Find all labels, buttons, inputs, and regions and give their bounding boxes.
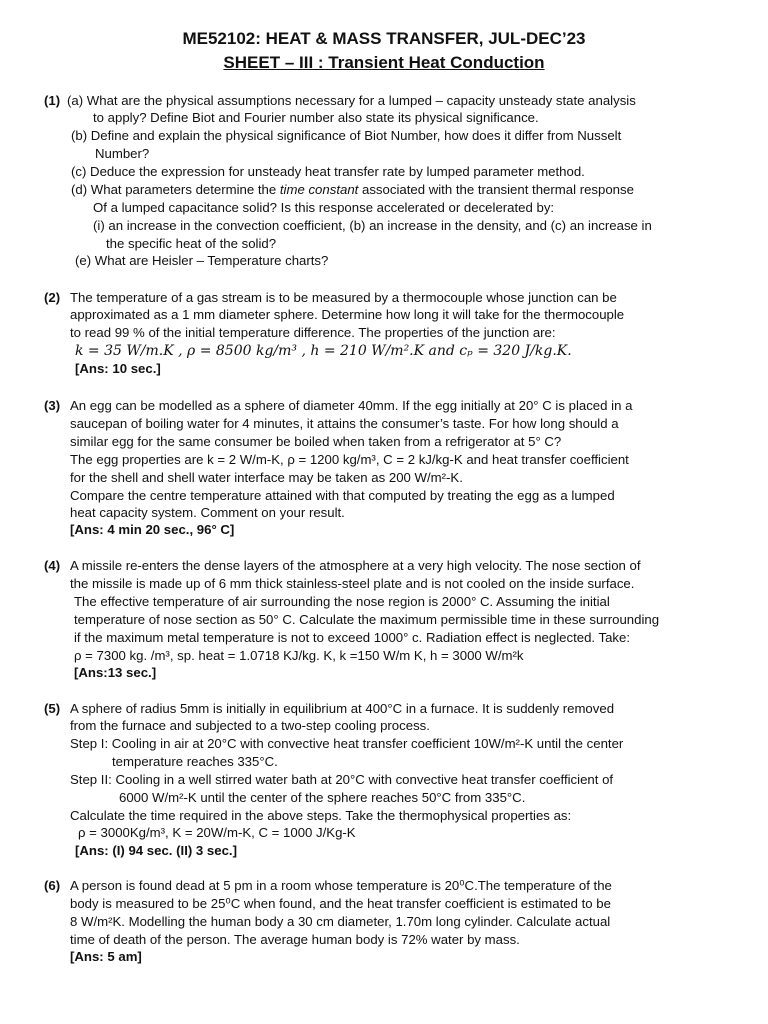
question-number: (1) — [44, 93, 61, 108]
text-part: (d) What parameters determine the — [71, 182, 280, 197]
question-text: (e) What are Heisler – Temperature charts? — [75, 253, 329, 268]
question-text: Calculate the time required in the above steps. Take the thermophysical properties as: — [70, 808, 572, 823]
question-text: The temperature of a gas stream is to be measured by a thermocouple whose junction can be — [70, 290, 617, 305]
question-text: A sphere of radius 5mm is initially in equilibrium at 400°C in a furnace. It is suddenly removed — [70, 701, 615, 716]
question-text: (b) Define and explain the physical significance of Biot Number, how does it differ from Nusselt — [71, 128, 622, 143]
question-text: temperature of nose section as 50° C. Calculate the maximum permissible time in these surrounding — [74, 612, 660, 627]
question-text: Number? — [95, 146, 150, 161]
sheet-title: SHEET – III : Transient Heat Conduction — [223, 53, 545, 72]
question-text: A person is found dead at 5 pm in a room whose temperature is 20⁰C.The temperature of the — [70, 878, 612, 893]
question-text: Of a lumped capacitance solid? Is this response accelerated or decelerated by: — [93, 200, 555, 215]
question-text: similar egg for the same consumer be boiled when taken from a refrigerator at 5° C? — [70, 434, 562, 449]
question-text: time of death of the person. The average human body is 72% water by mass. — [70, 932, 520, 947]
answer: [Ans:13 sec.] — [74, 665, 157, 680]
question-text: if the maximum metal temperature is not to exceed 1000° c. Radiation effect is neglected. Take: — [74, 630, 631, 645]
question-text: 6000 W/m²-K until the center of the sphere reaches 50°C from 335°C. — [119, 790, 526, 805]
question-text: from the furnace and subjected to a two-step cooling process. — [70, 718, 430, 733]
question-text: A missile re-enters the dense layers of the atmosphere at a very high velocity. The nose section of — [70, 558, 641, 573]
question-text: to read 99 % of the initial temperature difference. The properties of the junction are: — [70, 325, 556, 340]
answer: [Ans: 4 min 20 sec., 96° C] — [70, 522, 235, 537]
question-number: (5) — [44, 701, 61, 716]
question-text: (i) an increase in the convection coefficient, (b) an increase in the density, and (c) an increase in — [93, 218, 652, 233]
question-text: body is measured to be 25⁰C when found, and the heat transfer coefficient is estimated to be — [70, 896, 611, 911]
question-text: heat capacity system. Comment on your result. — [70, 505, 345, 520]
question-text: The egg properties are k = 2 W/m-K, ρ = 1200 kg/m³, C = 2 kJ/kg-K and heat transfer coefficient — [70, 452, 629, 467]
question-number: (2) — [44, 290, 61, 305]
properties-equation: k = 35 W/m.K , ρ = 8500 kg/m³ , h = 210 W/m².K and cₚ = 320 J/kg.K. — [75, 343, 572, 359]
question-number: (6) — [44, 878, 61, 893]
emphasis-text: time constant — [279, 182, 359, 197]
question-text: (c) Deduce the expression for unsteady heat transfer rate by lumped parameter method. — [71, 164, 585, 179]
question-text — [71, 182, 634, 198]
question-text: (a) What are the physical assumptions necessary for a lumped – capacity unsteady state analysis — [67, 93, 636, 108]
question-text: approximated as a 1 mm diameter sphere. Determine how long it will take for the thermocouple — [70, 307, 625, 322]
question-number: (4) — [44, 558, 61, 573]
question-text: The effective temperature of air surrounding the nose region is 2000° C. Assuming the initial — [74, 594, 610, 609]
question-text: for the shell and shell water interface may be taken as 200 W/m²-K. — [70, 470, 463, 485]
text-part: associated with the transient thermal response — [358, 182, 634, 197]
question-text: Step I: Cooling in air at 20°C with convective heat transfer coefficient 10W/m²-K until the center — [70, 736, 624, 751]
question-text: ρ = 3000Kg/m³, K = 20W/m-K, C = 1000 J/Kg-K — [78, 825, 356, 840]
question-text: to apply? Define Biot and Fourier number also state its physical significance. — [93, 110, 539, 125]
answer: [Ans: (I) 94 sec. (II) 3 sec.] — [75, 843, 237, 858]
answer: [Ans: 10 sec.] — [75, 361, 161, 376]
answer: [Ans: 5 am] — [70, 949, 142, 964]
question-text: saucepan of boiling water for 4 minutes, it attains the consumer’s taste. For how long should a — [70, 416, 619, 431]
question-text: temperature reaches 335°C. — [112, 754, 278, 769]
course-title: ME52102: HEAT & MASS TRANSFER, JUL-DEC’23 — [182, 29, 586, 48]
question-text: the missile is made up of 6 mm thick stainless-steel plate and is not cooled on the inside surface. — [70, 576, 635, 591]
question-text: 8 W/m²K. Modelling the human body a 30 cm diameter, 1.70m long cylinder. Calculate actual — [70, 914, 611, 929]
question-text: Step II: Cooling in a well stirred water bath at 20°C with convective heat transfer coefficient of — [70, 772, 614, 787]
question-number: (3) — [44, 398, 61, 413]
question-text: An egg can be modelled as a sphere of diameter 40mm. If the egg initially at 20° C is placed in a — [70, 398, 633, 413]
question-text: the specific heat of the solid? — [106, 236, 277, 251]
question-text: ρ = 7300 kg. /m³, sp. heat = 1.0718 KJ/kg. K, k =150 W/m K, h = 3000 W/m²k — [74, 648, 524, 663]
question-text: Compare the centre temperature attained with that computed by treating the egg as a lumped — [70, 488, 615, 503]
